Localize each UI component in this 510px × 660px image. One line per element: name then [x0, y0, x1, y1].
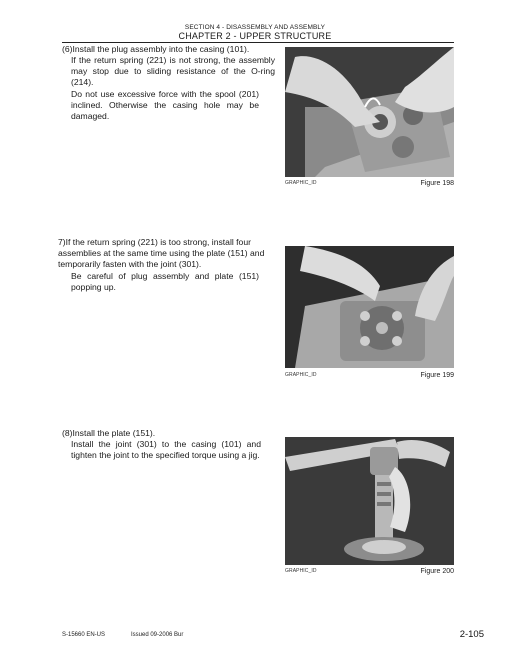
issue-date: Issued 09-2006 Bur — [131, 632, 184, 638]
step-8-body: Install the joint (301) to the casing (101) and tighten the joint to the specified torque using a jig. — [71, 439, 261, 460]
figure-198-caption: Figure 198 — [420, 180, 454, 187]
step-6-body: If the return spring (221) is not strong, the assembly may stop due to sliding resistance of the O-ring (214). — [71, 55, 275, 87]
figure-199-caption: Figure 199 — [420, 372, 454, 379]
figure-200-photo — [285, 437, 454, 565]
figure-200-graphic-id: GRAPHIC_ID — [285, 568, 317, 574]
step-7-heading: 7)If the return spring (221) is too strong, install four assemblies at the same time using the plate (151) and temporarily fasten with the joint (301). — [58, 237, 265, 269]
step-7-note: Be careful of plug assembly and plate (151) popping up. — [71, 271, 259, 292]
figure-199-graphic-id: GRAPHIC_ID — [285, 372, 317, 378]
chapter-title: CHAPTER 2 - UPPER STRUCTURE — [178, 31, 332, 41]
header-rule — [62, 42, 454, 43]
step-6-heading: (6)Install the plug assembly into the casing (101). — [62, 44, 250, 54]
figure-198-photo — [285, 47, 454, 177]
figure-198-graphic-id: GRAPHIC_ID — [285, 180, 317, 186]
figure-199-photo — [285, 246, 454, 368]
document-number: S-15660 EN-US — [62, 632, 106, 638]
figure-200-caption: Figure 200 — [420, 568, 454, 575]
section-title: SECTION 4 - DISASSEMBLY AND ASSEMBLY — [184, 24, 326, 31]
step-6-note: Do not use excessive force with the spool (201) inclined. Otherwise the casing hole may be damaged. — [71, 89, 259, 121]
page-number: 2-105 — [459, 629, 484, 640]
step-8-heading: (8)Install the plate (151). — [62, 428, 156, 438]
